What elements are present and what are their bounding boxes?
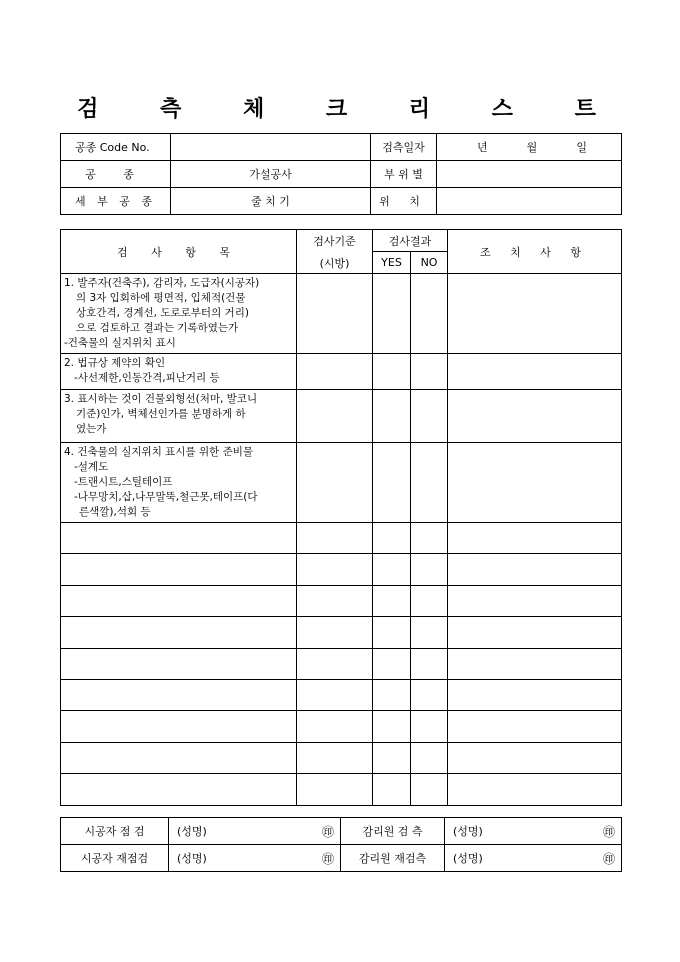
checklist-table [60,229,622,806]
col-standard-line1: 검사기준 [313,234,356,248]
action-cell[interactable] [448,774,622,805]
standard-cell[interactable] [297,679,373,710]
supervisor-check-name[interactable]: (성명) [445,818,555,845]
item-cell[interactable] [61,617,297,648]
table-row [61,742,622,773]
seal-mark: ㊞ [279,845,341,872]
no-cell[interactable] [411,443,448,523]
seal-mark: ㊞ [555,818,622,845]
action-cell[interactable] [448,274,622,354]
action-cell[interactable] [448,443,622,523]
seal-mark: ㊞ [555,845,622,872]
detail-label: 세 부 공 종 [61,188,171,215]
day-label: 일 [576,141,587,154]
table-row [61,523,622,554]
code-value[interactable] [171,134,371,161]
item-4-cell [61,443,297,523]
standard-cell[interactable] [297,523,373,554]
standard-cell[interactable] [297,711,373,742]
no-cell[interactable] [411,648,448,679]
item-3-line: 기준)인가, 벽체선인가를 분명하게 하 [76,408,246,420]
work-label: 공 종 [61,161,171,188]
item-3-line: 였는가 [76,423,107,435]
year-label: 년 [477,141,488,154]
supervisor-check-label: 감리원 검 측 [341,818,445,845]
action-cell[interactable] [448,585,622,616]
location-label: 위 치 [371,188,437,215]
date-value[interactable] [437,134,622,161]
col-action-header: 조 치 사 항 [448,230,622,274]
yes-cell[interactable] [373,617,411,648]
table-row [61,554,622,585]
standard-cell[interactable] [297,554,373,585]
col-no-header: NO [411,252,448,274]
no-cell[interactable] [411,742,448,773]
contractor-recheck-label: 시공자 재점검 [61,845,169,872]
item-2-line: -사선제한,인동간격,피난거리 등 [74,372,220,384]
col-result-header: 검사결과 [373,230,448,252]
standard-cell[interactable] [297,774,373,805]
location-value[interactable] [437,188,622,215]
action-cell[interactable] [448,679,622,710]
standard-cell[interactable] [297,274,373,354]
page-title: 검 측 체 크 리 스 트 [77,96,623,122]
yes-cell[interactable] [373,648,411,679]
no-cell[interactable] [411,585,448,616]
part-label: 부 위 별 [371,161,437,188]
action-cell[interactable] [448,390,622,443]
yes-cell[interactable] [373,443,411,523]
item-cell[interactable] [61,554,297,585]
action-cell[interactable] [448,711,622,742]
item-4-line: -설계도 [74,461,109,473]
item-1-cell [61,274,297,354]
contractor-check-name[interactable]: (성명) [169,818,279,845]
supervisor-recheck-label: 감리원 재검측 [341,845,445,872]
code-label: 공종 Code No. [61,134,171,161]
seal-mark: ㊞ [279,818,341,845]
detail-value[interactable]: 줄 치 기 [171,188,371,215]
item-2-line: 2. 법규상 제약의 확인 [64,357,166,369]
item-2-cell [61,354,297,390]
action-cell[interactable] [448,554,622,585]
no-cell[interactable] [411,523,448,554]
no-cell[interactable] [411,679,448,710]
table-row [61,648,622,679]
item-4-line: 른색깔),석회 등 [79,506,151,518]
yes-cell[interactable] [373,390,411,443]
supervisor-recheck-name[interactable]: (성명) [445,845,555,872]
table-row [61,585,622,616]
item-cell[interactable] [61,711,297,742]
item-4-line: -나무망치,삽,나무말뚝,철근못,테이프(다 [74,491,258,503]
item-1-line: 의 3자 입회하에 평면적, 입체적(건물 [76,292,246,304]
table-row [61,617,622,648]
table-row [61,443,622,523]
no-cell[interactable] [411,774,448,805]
col-standard-line2: (시방) [319,256,350,270]
table-row [61,774,622,805]
yes-cell[interactable] [373,774,411,805]
item-cell[interactable] [61,679,297,710]
item-3-line: 3. 표시하는 것이 건물외형선(처마, 발코니 [64,393,258,405]
standard-cell[interactable] [297,354,373,390]
yes-cell[interactable] [373,711,411,742]
item-3-cell [61,390,297,443]
no-cell[interactable] [411,711,448,742]
action-cell[interactable] [448,354,622,390]
item-1-line: -건축물의 실지위치 표시 [64,337,176,349]
item-cell[interactable] [61,774,297,805]
table-row [61,679,622,710]
item-1-line: 상호간격, 경계선, 도로로부터의 거리) [76,307,249,319]
no-cell[interactable] [411,274,448,354]
action-cell[interactable] [448,648,622,679]
yes-cell[interactable] [373,274,411,354]
info-table [60,133,622,215]
no-cell[interactable] [411,354,448,390]
table-row [61,274,622,354]
standard-cell[interactable] [297,648,373,679]
work-value[interactable]: 가설공사 [171,161,371,188]
contractor-check-label: 시공자 점 검 [61,818,169,845]
signature-table [60,817,622,872]
table-row [61,354,622,390]
part-value[interactable] [437,161,622,188]
date-label: 검측일자 [371,134,437,161]
yes-cell[interactable] [373,742,411,773]
yes-cell[interactable] [373,554,411,585]
yes-cell[interactable] [373,679,411,710]
standard-cell[interactable] [297,617,373,648]
col-yes-header: YES [373,252,411,274]
col-item-header: 검 사 항 목 [61,230,297,274]
no-cell[interactable] [411,390,448,443]
col-standard-header [297,230,373,274]
action-cell[interactable] [448,523,622,554]
standard-cell[interactable] [297,585,373,616]
item-cell[interactable] [61,585,297,616]
standard-cell[interactable] [297,742,373,773]
yes-cell[interactable] [373,523,411,554]
table-row [61,390,622,443]
item-1-line: 1. 발주자(건축주), 감리자, 도급자(시공자) [64,277,260,289]
item-4-line: 4. 건축물의 실지위치 표시를 위한 준비물 [64,446,253,458]
item-cell[interactable] [61,523,297,554]
month-label: 월 [526,141,538,154]
contractor-recheck-name[interactable]: (성명) [169,845,279,872]
table-row [61,711,622,742]
item-cell[interactable] [61,648,297,679]
yes-cell[interactable] [373,354,411,390]
item-cell[interactable] [61,742,297,773]
no-cell[interactable] [411,617,448,648]
item-1-line: 으로 검토하고 결과는 기록하였는가 [76,322,239,334]
standard-cell[interactable] [297,390,373,443]
yes-cell[interactable] [373,585,411,616]
item-4-line: -트랜시트,스틸테이프 [74,476,173,488]
standard-cell[interactable] [297,443,373,523]
action-cell[interactable] [448,617,622,648]
no-cell[interactable] [411,554,448,585]
action-cell[interactable] [448,742,622,773]
